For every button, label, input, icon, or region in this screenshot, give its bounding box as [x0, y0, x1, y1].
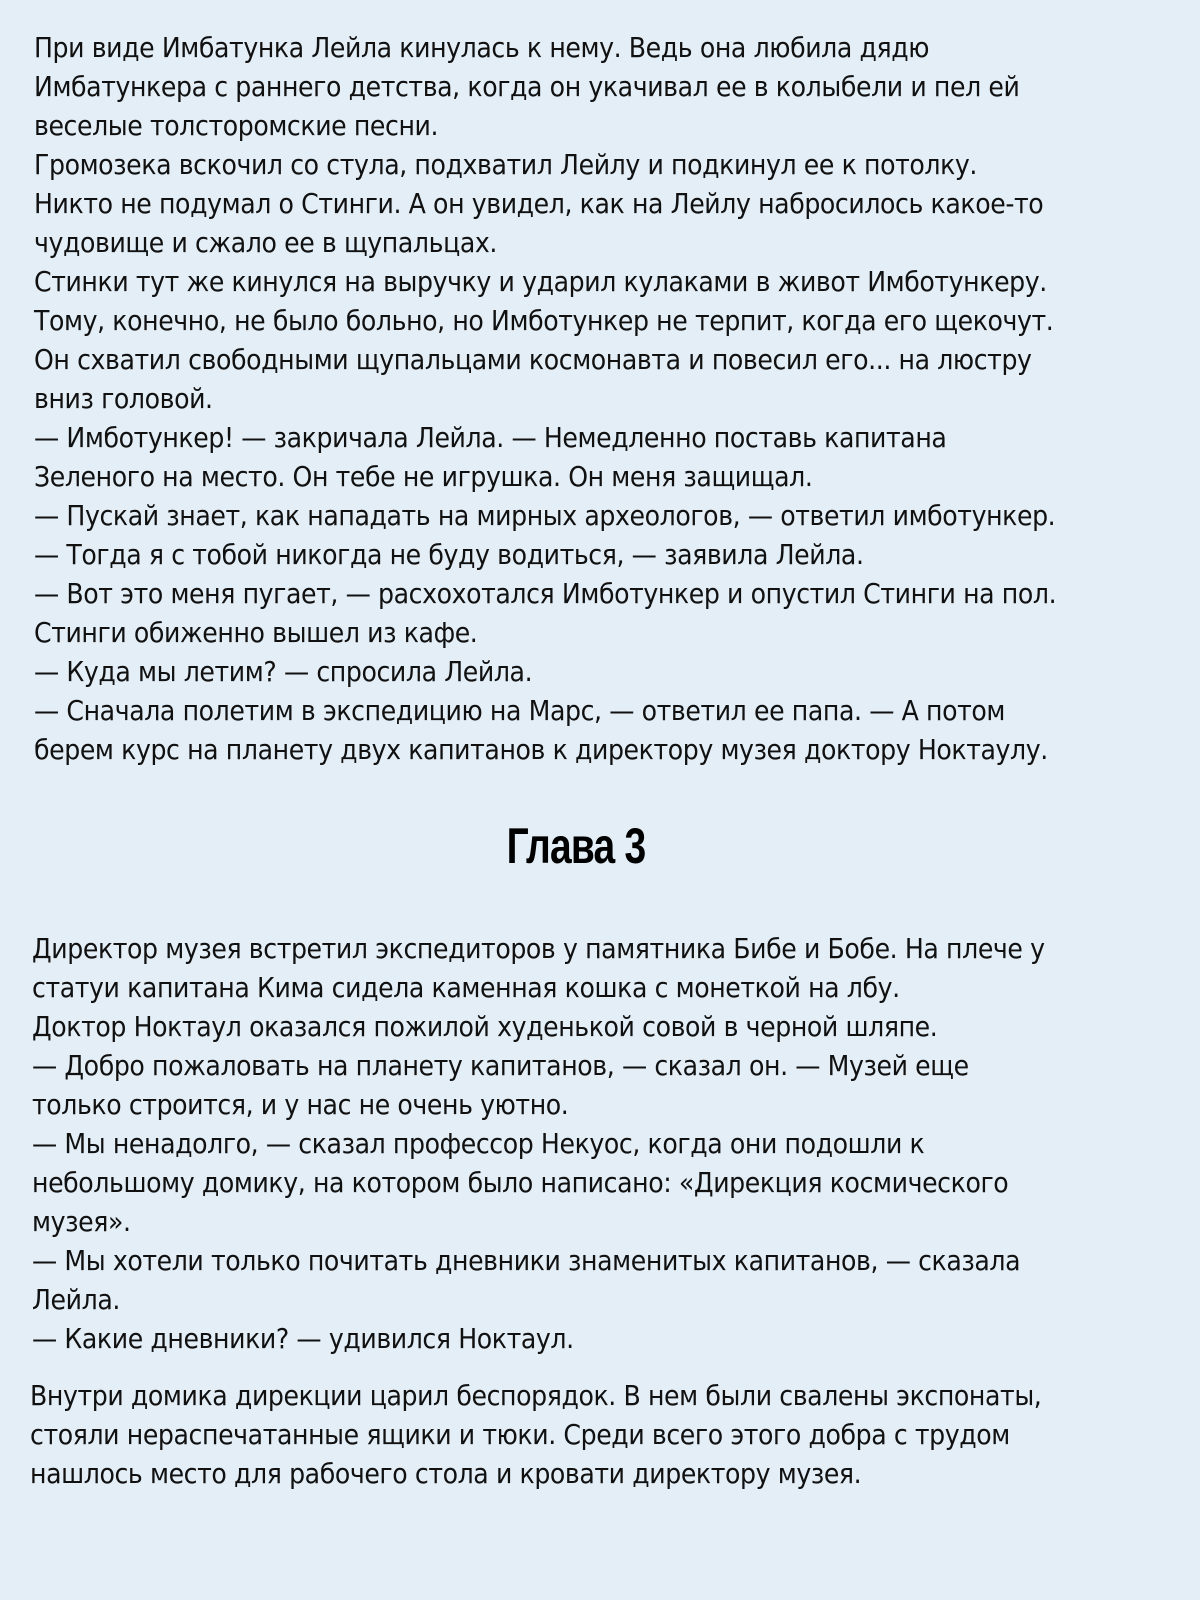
- text-block-closing: [30, 1376, 1041, 1493]
- text-line: только строится, и у нас не очень уютно.: [32, 1088, 569, 1121]
- text-line: — Пускай знает, как нападать на мирных археологов, — ответил имботункер.: [34, 499, 1056, 532]
- text-line: Имбатункера с раннего детства, когда он укачивал ее в колыбели и пел ей: [34, 70, 1020, 103]
- text-line: Лейла.: [32, 1283, 120, 1316]
- text-line: Доктор Ноктаул оказался пожилой худенькой совой в черной шляпе.: [32, 1010, 938, 1043]
- text-line: веселые толстоpомские песни.: [34, 109, 439, 142]
- text-line: музея».: [32, 1205, 131, 1238]
- text-line: При виде Имбатунка Лейла кинулась к нему. Ведь она любила дядю: [34, 31, 930, 64]
- text-line: Стинки тут же кинулся на выручку и ударил кулаками в живот Имботункеру.: [34, 265, 1047, 298]
- text-line: берем курс на планету двух капитанов к директору музея доктору Ноктаулу.: [34, 733, 1048, 766]
- text-line: — Вот это меня пугает, — расхохотался Имботункер и опустил Стинги на пол.: [34, 577, 1057, 610]
- chapter-heading: Глава 3: [506, 818, 646, 874]
- text-line: Он схватил свободными щупальцами космонавта и повесил его... на люстру: [34, 343, 1032, 376]
- text-line: — Куда мы летим? — спросила Лейла.: [34, 655, 533, 688]
- text-line: Громозека вскочил со стула, подхватил Лейлу и подкинул ее к потолку.: [34, 148, 978, 181]
- text-line: Никто не подумал о Стинги. А он увидел, как на Лейлу набросилось какое-то: [34, 187, 1044, 220]
- text-line: Внутри домика дирекции царил беспорядок. В нем были свалены экспонаты,: [30, 1379, 1042, 1412]
- text-line: чудовище и сжало ее в щупальцах.: [34, 226, 497, 259]
- text-line: — Какие дневники? — удивился Ноктаул.: [32, 1322, 574, 1355]
- text-line: — Добро пожаловать на планету капитанов, — сказал он. — Музей еще: [32, 1049, 969, 1082]
- text-line: небольшому домику, на котором было написано: «Дирекция космического: [32, 1166, 1009, 1199]
- text-block-chapter-3: [32, 929, 1045, 1358]
- text-line: стояли нераспечатанные ящики и тюки. Среди всего этого добра с трудом: [30, 1418, 1010, 1451]
- text-line: Директор музея встретил экспедиторов у памятника Бибе и Бобе. На плече у: [32, 932, 1045, 965]
- text-line: — Сначала полетим в экспедицию на Марс, — ответил ее папа. — А потом: [34, 694, 1005, 727]
- text-line: вниз головой.: [34, 382, 213, 415]
- text-line: Стинги обиженно вышел из кафе.: [34, 616, 478, 649]
- text-line: — Имботункер! — закричала Лейла. — Немедленно поставь капитана: [34, 421, 947, 454]
- text-line: нашлось место для рабочего стола и кровати директору музея.: [30, 1457, 862, 1490]
- text-block-intro: [34, 28, 1056, 769]
- text-line: — Мы ненадолго, — сказал профессор Некуос, когда они подошли к: [32, 1127, 925, 1160]
- text-line: Зеленого на место. Он тебе не игрушка. Он меня защищал.: [34, 460, 813, 493]
- text-line: Тому, конечно, не было больно, но Имботункер не терпит, когда его щекочут.: [34, 304, 1054, 337]
- text-line: статуи капитана Кима сидела каменная кошка с монеткой на лбу.: [32, 971, 900, 1004]
- text-line: — Мы хотели только почитать дневники знаменитых капитанов, — сказала: [32, 1244, 1021, 1277]
- text-line: — Тогда я с тобой никогда не буду водиться, — заявила Лейла.: [34, 538, 864, 571]
